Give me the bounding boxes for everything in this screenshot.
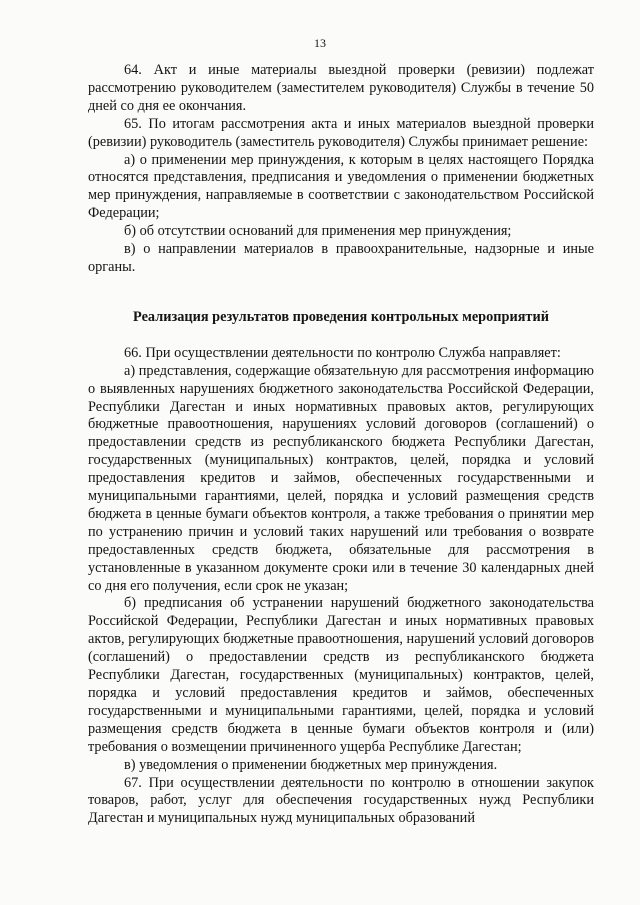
paragraph-65: 65. По итогам рассмотрения акта и иных материалов выездной проверки (ревизии) руководитель (заместитель руководителя) Службы принимает решение: [88,115,594,150]
paragraph-66-v: в) уведомления о применении бюджетных мер принуждения. [124,756,498,773]
section-heading: Реализация результатов проведения контрольных мероприятий [133,308,549,325]
paragraph-67: 67. При осуществлении деятельности по контролю в отношении закупок товаров, работ, услуг для обеспечения государственных нужд Республики Дагестан и муниципальных нужд муниципальных образований [88,774,594,827]
paragraph-66-a: а) представления, содержащие обязательную для рассмотрения информацию о выявленных нарушениях бюджетного законодательства Российской Федерации, Республики Дагестан и иных нормативных правовых актов, регулирующих бюджетные правоотношения, нарушениях условий договоров (соглашений) о предоставлении средств из республиканского бюджета Республики Дагестан, государственных (муниципальных) контрактов, целей, порядка и условий предоставления кредитов и займов, обеспеченных государственными и муниципальными гарантиями, целей, порядка и условий размещения средств бюджета в ценные бумаги объектов контроля, а также требования о принятии мер по устранению причин и условий таких нарушений или требования о возврате предоставленных средств бюджета, обязательные для рассмотрения в установленные в указанном документе сроки или в течение 30 календарных дней со дня его получения, если срок не указан; [88,362,594,594]
paragraph-65-v: в) о направлении материалов в правоохранительные, надзорные и иные органы. [88,241,594,275]
paragraph-66: 66. При осуществлении деятельности по контролю Служба направляет: [124,344,561,361]
paragraph-65-a: а) о применении мер принуждения, к которым в целях настоящего Порядка относятся представления, предписания и уведомления о применении бюджетных мер принуждения, направляемые в соответствии с законодательством Российской Федерации; [88,151,594,222]
document-body [88,62,594,828]
paragraph-66-b: б) предписания об устранении нарушений бюджетного законодательства Российской Федерации, Республики Дагестан и иных нормативных правовых актов, регулирующих бюджетные правоотношения, нарушений условий договоров (соглашений) о предоставлении средств из республиканского бюджета Республики Дагестан, государственных (муниципальных) контрактов, целей, порядка и условий предоставления кредитов и займов, обеспеченных государственными и муниципальными гарантиями, целей, порядка и условий размещения средств бюджета в ценные бумаги объектов контроля и (или) требования о возмещении причиненного ущерба Республике Дагестан; [88,595,594,755]
page-number: 13 [314,36,326,50]
paragraph-64: 64. Акт и иные материалы выездной проверки (ревизии) подлежат рассмотрению руководителем (заместителем руководителя) Службы в течение 50 дней со дня ее окончания. [88,62,594,114]
paragraph-65-b: б) об отсутствии оснований для применения мер принуждения; [124,223,512,240]
